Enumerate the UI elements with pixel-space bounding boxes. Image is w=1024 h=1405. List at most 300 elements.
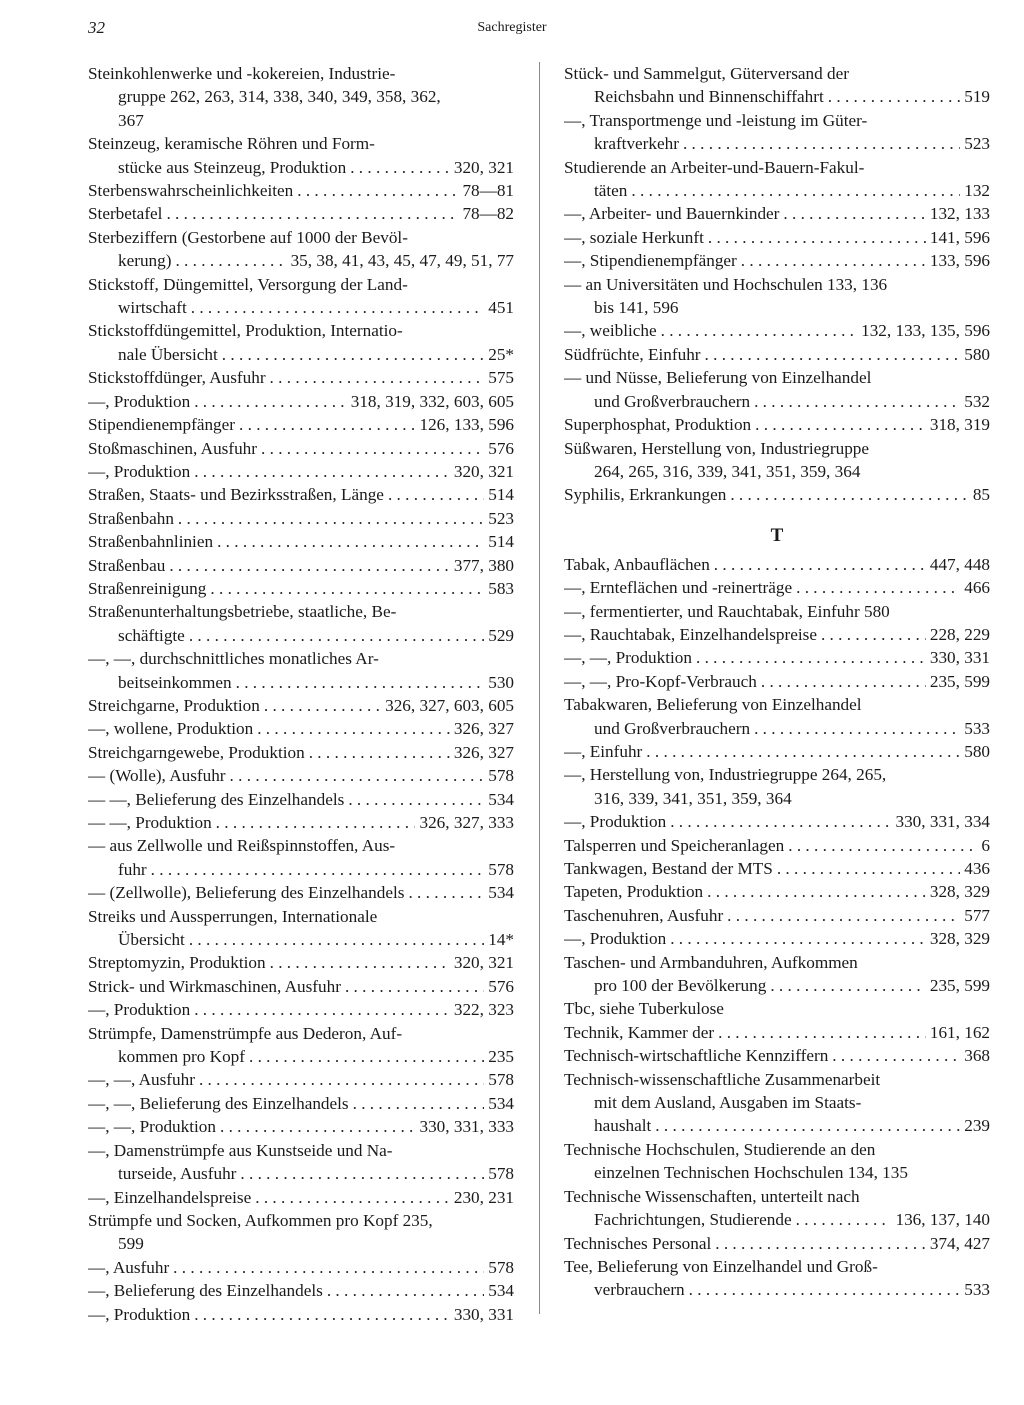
leader-dots	[754, 390, 960, 413]
entry-text: Streichgarngewebe, Produktion	[88, 742, 305, 762]
index-entry	[564, 553, 990, 576]
entry-line: Technisch-wissenschaftliche Zusammenarbeit	[564, 1069, 881, 1089]
page-refs: 578	[488, 766, 514, 786]
entry-line: 367	[118, 110, 144, 130]
index-entry	[564, 763, 990, 810]
index-entry	[564, 62, 990, 109]
entry-line	[88, 1092, 514, 1115]
leader-dots	[788, 834, 977, 857]
page-refs: 530	[488, 672, 514, 692]
right-column-t-entries	[564, 553, 990, 1302]
leader-dots	[189, 624, 484, 647]
entry-text: Straßenbau	[88, 555, 166, 575]
page-refs: 78—81	[462, 181, 514, 201]
index-entry	[564, 623, 990, 646]
page-refs: 580	[964, 741, 990, 761]
entry-line	[564, 717, 990, 740]
entry-line	[88, 156, 514, 179]
entry-line	[88, 437, 514, 460]
leader-dots	[230, 764, 485, 787]
index-entry	[564, 249, 990, 272]
index-entry	[88, 413, 514, 436]
entry-text: Stoßmaschinen, Ausfuhr	[88, 438, 257, 458]
index-entry	[88, 975, 514, 998]
entry-line	[564, 646, 990, 669]
page-refs: 578	[488, 859, 514, 879]
index-entry	[88, 600, 514, 647]
entry-text: kraftverkehr	[594, 134, 679, 154]
page-refs: 583	[488, 578, 514, 598]
entry-text: Superphosphat, Produktion	[564, 415, 752, 435]
entry-text: Streptomyzin, Produktion	[88, 953, 266, 973]
page-refs: 228, 229	[929, 624, 990, 644]
entry-text: Strick- und Wirkmaschinen, Ausfuhr	[88, 976, 341, 996]
leader-dots	[220, 1115, 416, 1138]
index-entry	[564, 366, 990, 413]
entry-text: Tapeten, Produktion	[564, 882, 704, 902]
entry-line: —, Herstellung von, Industriegruppe 264, 265,	[564, 765, 887, 785]
entry-text: Südfrüchte, Einfuhr	[564, 344, 701, 364]
index-entry	[564, 1021, 990, 1044]
entry-line	[564, 343, 990, 366]
index-entry	[564, 343, 990, 366]
entry-text: —, Arbeiter- und Bauernkinder	[564, 204, 780, 224]
index-entry	[88, 460, 514, 483]
entry-line	[564, 880, 990, 903]
index-entry	[564, 951, 990, 998]
leader-dots	[761, 670, 926, 693]
entry-line	[88, 694, 514, 717]
leader-dots	[821, 623, 926, 646]
entry-line	[88, 1115, 514, 1138]
entry-line: —, —, durchschnittliches monatliches Ar-	[88, 649, 379, 669]
page-refs: 235	[488, 1047, 514, 1067]
entry-text: schäftigte	[118, 625, 185, 645]
entry-line	[564, 834, 990, 857]
index-entry	[88, 998, 514, 1021]
leader-dots	[655, 1114, 960, 1137]
entry-line	[564, 202, 990, 225]
page-refs: 514	[488, 485, 514, 505]
entry-text: —, —, Pro-Kopf-Verbrauch	[564, 671, 757, 691]
leader-dots	[828, 85, 960, 108]
entry-line	[88, 343, 514, 366]
entry-text: —, —, Belieferung des Einzelhandels	[88, 1093, 349, 1113]
index-entry	[564, 904, 990, 927]
entry-text: —, Rauchtabak, Einzelhandelspreise	[564, 624, 817, 644]
page-refs: 330, 331	[453, 1304, 514, 1324]
index-entry	[88, 273, 514, 320]
page-refs: 230, 231	[453, 1187, 514, 1207]
entry-line	[88, 881, 514, 904]
index-entry	[88, 1279, 514, 1302]
entry-line	[564, 740, 990, 763]
index-entry	[88, 1139, 514, 1186]
entry-line	[564, 927, 990, 950]
page-refs: 326, 327	[453, 742, 514, 762]
entry-line: —, fermentierter, und Rauchtabak, Einfuhr 580	[564, 601, 890, 621]
index-entry	[88, 1022, 514, 1069]
entry-line	[88, 1162, 514, 1185]
entry-line	[564, 85, 990, 108]
index-entry	[564, 810, 990, 833]
index-entry	[564, 1068, 990, 1138]
entry-line	[564, 132, 990, 155]
entry-line: 599	[118, 1234, 144, 1254]
entry-line	[88, 577, 514, 600]
index-entry	[564, 319, 990, 342]
leader-dots	[832, 1044, 960, 1067]
entry-line	[88, 390, 514, 413]
entry-text: —, Produktion	[564, 929, 667, 949]
page-number: 32	[88, 18, 105, 37]
entry-line: bis 141, 596	[594, 298, 679, 318]
right-column	[564, 62, 990, 1302]
entry-text: fuhr	[118, 859, 147, 879]
entry-line	[88, 507, 514, 530]
entry-line: Stück- und Sammelgut, Güterversand der	[564, 64, 849, 83]
leader-dots	[239, 413, 415, 436]
page-refs: 330, 331, 334	[895, 812, 990, 832]
page-refs: 126, 133, 596	[419, 415, 514, 435]
index-entry	[88, 390, 514, 413]
leader-dots	[631, 179, 960, 202]
page-refs: 578	[488, 1070, 514, 1090]
entry-text: Streichgarne, Produktion	[88, 695, 260, 715]
entry-text: Straßenbahn	[88, 508, 174, 528]
page-refs: 534	[488, 883, 514, 903]
index-entry	[564, 273, 990, 320]
leader-dots	[189, 928, 484, 951]
leader-dots	[175, 249, 286, 272]
page-refs: 132	[964, 181, 990, 201]
entry-line	[88, 764, 514, 787]
leader-dots	[754, 717, 960, 740]
leader-dots	[261, 437, 484, 460]
page-refs: 447, 448	[929, 554, 990, 574]
entry-text: Straßenbahnlinien	[88, 532, 214, 552]
entry-text: —, Produktion	[88, 1304, 191, 1324]
entry-line: 316, 339, 341, 351, 359, 364	[594, 788, 792, 808]
entry-line: Technische Wissenschaften, unterteilt nach	[564, 1186, 860, 1206]
entry-line: Technische Hochschulen, Studierende an den	[564, 1139, 876, 1159]
leader-dots	[755, 413, 926, 436]
entry-line	[88, 717, 514, 740]
leader-dots	[689, 1278, 961, 1301]
leader-dots	[194, 460, 450, 483]
entry-line	[88, 858, 514, 881]
page-refs: 35, 38, 41, 43, 45, 47, 49, 51, 77	[290, 251, 514, 271]
page-refs: 78—82	[462, 204, 514, 224]
index-entry	[564, 109, 990, 156]
page-refs: 374, 427	[929, 1233, 990, 1253]
entry-line	[88, 951, 514, 974]
entry-line: — und Nüsse, Belieferung von Einzelhandel	[564, 368, 872, 388]
page-refs: 533	[964, 718, 990, 738]
entry-text: —, —, Produktion	[564, 648, 692, 668]
index-entry	[564, 1185, 990, 1232]
leader-dots	[210, 577, 484, 600]
entry-line: Süßwaren, Herstellung von, Industriegruppe	[564, 438, 870, 458]
leader-dots	[714, 553, 926, 576]
page-refs: 451	[488, 298, 514, 318]
entry-text: nale Übersicht	[118, 344, 218, 364]
index-entry	[88, 834, 514, 881]
index-entry	[88, 132, 514, 179]
entry-text: und Großverbrauchern	[594, 718, 751, 738]
entry-line	[88, 624, 514, 647]
leader-dots	[388, 483, 484, 506]
leader-dots	[661, 319, 858, 342]
leader-dots	[683, 132, 960, 155]
leader-dots	[696, 646, 926, 669]
leader-dots	[718, 1021, 926, 1044]
index-entry	[88, 905, 514, 952]
leader-dots	[297, 179, 458, 202]
index-entry	[88, 717, 514, 740]
leader-dots	[348, 788, 484, 811]
index-entry	[88, 530, 514, 553]
entry-line	[88, 1045, 514, 1068]
entry-line	[88, 928, 514, 951]
index-entry	[564, 413, 990, 436]
entry-line: Taschen- und Armbanduhren, Aufkommen	[564, 952, 858, 972]
leader-dots	[708, 226, 926, 249]
page-refs: 141, 596	[929, 227, 990, 247]
leader-dots	[194, 998, 450, 1021]
page-header: Sachregister	[477, 20, 547, 35]
page-refs: 161, 162	[929, 1022, 990, 1042]
index-entry	[564, 646, 990, 669]
index-entry	[564, 576, 990, 599]
entry-line: Stickstoff, Düngemittel, Versorgung der Land-	[88, 274, 408, 294]
index-entry	[88, 951, 514, 974]
entry-line	[564, 810, 990, 833]
page-refs: 6	[981, 835, 990, 855]
entry-line: Strümpfe und Socken, Aufkommen pro Kopf 235,	[88, 1210, 433, 1230]
index-entry	[88, 1186, 514, 1209]
entry-text: — (Zellwolle), Belieferung des Einzelhandels	[88, 883, 405, 903]
leader-dots	[270, 366, 485, 389]
leader-dots	[236, 671, 485, 694]
entry-line	[564, 390, 990, 413]
left-column	[88, 62, 514, 1326]
entry-line: Tbc, siehe Tuberkulose	[564, 999, 724, 1019]
entry-line	[88, 366, 514, 389]
entry-line	[564, 1278, 990, 1301]
entry-text: Technik, Kammer der	[564, 1022, 715, 1042]
index-entry	[88, 483, 514, 506]
page-refs: 580	[964, 344, 990, 364]
entry-text: —, —, Produktion	[88, 1117, 216, 1137]
entry-line	[88, 1186, 514, 1209]
page-refs: 576	[488, 438, 514, 458]
index-entry	[88, 62, 514, 132]
entry-line	[564, 1021, 990, 1044]
entry-line: — an Universitäten und Hochschulen 133, 136	[564, 274, 888, 294]
leader-dots	[730, 483, 969, 506]
page-refs: 578	[488, 1257, 514, 1277]
page-refs: 534	[488, 1281, 514, 1301]
page-refs: 132, 133, 135, 596	[861, 321, 990, 341]
page-refs: 514	[488, 532, 514, 552]
entry-text: —, Belieferung des Einzelhandels	[88, 1281, 323, 1301]
entry-text: —, Ernteflächen und -reinerträge	[564, 578, 793, 598]
entry-line: Sterbeziffern (Gestorbene auf 1000 der Bevöl-	[88, 227, 408, 247]
entry-line: gruppe 262, 263, 314, 338, 340, 349, 358, 362,	[118, 87, 441, 107]
index-entry	[564, 670, 990, 693]
entry-text: —, Stipendienempfänger	[564, 251, 737, 271]
index-entry	[564, 1138, 990, 1185]
entry-text: und Großverbrauchern	[594, 391, 751, 411]
leader-dots	[309, 741, 450, 764]
index-entry	[564, 600, 990, 623]
leader-dots	[777, 857, 960, 880]
entry-line: 264, 265, 316, 339, 341, 351, 359, 364	[594, 461, 861, 481]
entry-text: —, weibliche	[564, 321, 657, 341]
page-refs: 575	[488, 368, 514, 388]
entry-line	[88, 1256, 514, 1279]
column-divider	[539, 62, 540, 1314]
page-refs: 377, 380	[453, 555, 514, 575]
page-refs: 578	[488, 1164, 514, 1184]
index-entry	[564, 693, 990, 740]
page-refs: 25*	[488, 344, 514, 364]
index-entry	[88, 788, 514, 811]
entry-line	[88, 530, 514, 553]
entry-text: haushalt	[594, 1116, 652, 1136]
entry-line	[564, 319, 990, 342]
entry-line	[88, 413, 514, 436]
leader-dots	[350, 156, 450, 179]
entry-text: — —, Belieferung des Einzelhandels	[88, 789, 345, 809]
entry-text: Stickstoffdünger, Ausfuhr	[88, 368, 266, 388]
leader-dots	[216, 811, 416, 834]
entry-line	[88, 811, 514, 834]
index-entry	[88, 647, 514, 694]
index-entry	[88, 226, 514, 273]
entry-line	[88, 998, 514, 1021]
leader-dots	[173, 1256, 484, 1279]
entry-text: wirtschaft	[118, 298, 187, 318]
page-refs: 322, 323	[453, 1000, 514, 1020]
entry-text: täten	[594, 181, 628, 201]
entry-line: Tabakwaren, Belieferung von Einzelhandel	[564, 695, 862, 715]
page-refs: 318, 319	[929, 415, 990, 435]
entry-line	[564, 1232, 990, 1255]
leader-dots	[199, 1068, 484, 1091]
page-refs: 577	[964, 905, 990, 925]
entry-line: Streiks und Aussperrungen, Internationale	[88, 906, 378, 926]
leader-dots	[222, 343, 484, 366]
index-entry	[88, 1115, 514, 1138]
index-entry	[88, 1256, 514, 1279]
entry-line: Stickstoffdüngemittel, Produktion, Internatio-	[88, 321, 403, 341]
leader-dots	[707, 880, 926, 903]
index-entry	[88, 319, 514, 366]
leader-dots	[194, 390, 347, 413]
page-refs: 235, 599	[929, 671, 990, 691]
entry-line	[88, 671, 514, 694]
page-refs: 85	[972, 485, 990, 505]
leader-dots	[217, 530, 484, 553]
index-entry	[88, 1092, 514, 1115]
right-column-s-entries	[564, 62, 990, 507]
entry-text: Tankwagen, Bestand der MTS	[564, 859, 773, 878]
entry-text: Reichsbahn und Binnenschiffahrt	[594, 87, 824, 107]
entry-text: beitseinkommen	[118, 672, 232, 692]
entry-line	[564, 553, 990, 576]
index-entry	[88, 554, 514, 577]
section-letter-t: T	[770, 524, 784, 546]
entry-line	[564, 1114, 990, 1137]
leader-dots	[327, 1279, 484, 1302]
entry-line	[564, 1044, 990, 1067]
leader-dots	[194, 1303, 450, 1326]
entry-line	[564, 179, 990, 202]
entry-line	[564, 904, 990, 927]
entry-text: —, —, Ausfuhr	[88, 1070, 195, 1090]
leader-dots	[169, 554, 450, 577]
leader-dots	[270, 951, 450, 974]
page-refs: 523	[488, 508, 514, 528]
leader-dots	[151, 858, 485, 881]
leader-dots	[264, 694, 381, 717]
index-entry	[564, 740, 990, 763]
page-refs: 534	[488, 789, 514, 809]
entry-line: Strümpfe, Damenstrümpfe aus Dederon, Auf-	[88, 1023, 403, 1043]
entry-text: —, soziale Herkunft	[564, 227, 704, 247]
index-entry	[88, 741, 514, 764]
entry-line: —, Transportmenge und -leistung im Güter-	[564, 110, 868, 130]
page-refs: 320, 321	[453, 157, 514, 177]
page-refs: 519	[964, 87, 990, 107]
entry-line	[564, 670, 990, 693]
index-entry	[564, 156, 990, 203]
page-refs: 326, 327, 333	[419, 813, 514, 832]
entry-line	[88, 249, 514, 272]
entry-line: — aus Zellwolle und Reißspinnstoffen, Aus-	[88, 836, 396, 856]
leader-dots	[191, 296, 484, 319]
page-refs: 320, 321	[453, 461, 514, 481]
leader-dots	[727, 904, 960, 927]
leader-dots	[240, 1162, 484, 1185]
page-refs: 136, 137, 140	[895, 1210, 990, 1230]
entry-line: —, Damenstrümpfe aus Kunstseide und Na-	[88, 1140, 393, 1160]
entry-line	[564, 974, 990, 997]
leader-dots	[796, 1208, 892, 1231]
entry-text: Sterbetafel	[88, 204, 163, 224]
page-refs: 330, 331	[929, 648, 990, 668]
index-entry	[564, 1255, 990, 1302]
entry-line	[88, 483, 514, 506]
page-refs: 328, 329	[929, 929, 990, 949]
index-entry	[88, 764, 514, 787]
entry-line: Steinzeug, keramische Röhren und Form-	[88, 134, 375, 154]
entry-text: —, Einzelhandelspreise	[88, 1187, 252, 1207]
entry-line	[88, 1279, 514, 1302]
page-refs: 534	[488, 1093, 514, 1113]
index-entry	[564, 483, 990, 506]
index-entry	[564, 437, 990, 484]
index-entry	[88, 694, 514, 717]
page-refs: 133, 596	[929, 251, 990, 271]
leader-dots	[705, 343, 961, 366]
entry-text: —, Produktion	[88, 1000, 191, 1020]
entry-text: —, Ausfuhr	[88, 1257, 170, 1277]
entry-line	[88, 1068, 514, 1091]
leader-dots	[257, 717, 450, 740]
